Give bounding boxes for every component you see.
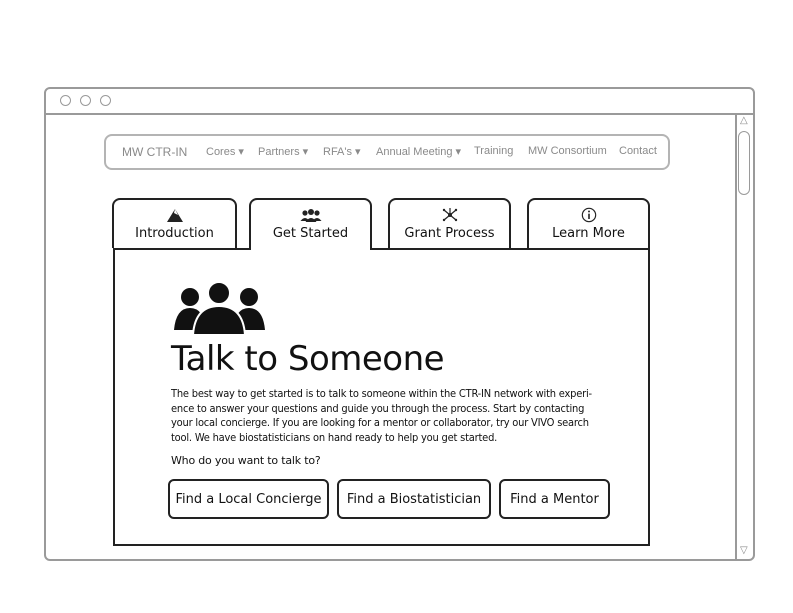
window-minimize-control[interactable]: [80, 95, 91, 106]
nav-item-cores[interactable]: Cores ▾: [206, 146, 244, 158]
contact-prompt: Who do you want to talk to?: [171, 454, 321, 467]
nav-item-training[interactable]: Training: [474, 145, 514, 157]
tab-learn-more[interactable]: [527, 198, 650, 248]
find-biostatistician-button[interactable]: Find a Biostatistician: [337, 479, 491, 519]
find-local-concierge-button[interactable]: Find a Local Concierge: [168, 479, 329, 519]
nav-item-annual-meeting[interactable]: Annual Meeting ▾: [376, 146, 462, 158]
scrollbar-thumb[interactable]: [738, 131, 750, 195]
page-title: Talk to Someone: [171, 339, 445, 379]
nav-brand-link[interactable]: MW CTR-IN: [122, 145, 188, 159]
find-mentor-button[interactable]: Find a Mentor: [499, 479, 610, 519]
window-maximize-control[interactable]: [100, 95, 111, 106]
tab-introduction[interactable]: [112, 198, 237, 248]
nav-item-contact[interactable]: Contact: [619, 145, 657, 157]
tab-label: Introduction: [135, 226, 214, 241]
vertical-scrollbar[interactable]: [735, 113, 753, 559]
intro-line: your local concierge. If you are looking for a mentor or collaborator, try our VIVO search: [171, 416, 589, 429]
intro-paragraph: [171, 387, 616, 445]
tab-label: Get Started: [272, 226, 349, 241]
intro-line: The best way to get started is to talk to someone within the CTR-IN network with experi-: [171, 387, 592, 400]
window-titlebar: [46, 89, 753, 115]
window-close-control[interactable]: [60, 95, 71, 106]
tab-get-started[interactable]: [249, 198, 372, 250]
intro-line: tool. We have biostatisticians on hand ready to help you get started.: [171, 430, 498, 444]
top-navigation-bar: [104, 134, 670, 170]
scroll-up-arrow-icon[interactable]: △: [740, 115, 748, 126]
group-icon: [300, 207, 322, 223]
tab-label: Grant Process: [404, 226, 495, 241]
info-icon: [580, 207, 598, 223]
nav-item-mw-consortium[interactable]: MW Consortium: [528, 145, 607, 157]
mountain-icon: [165, 207, 185, 223]
scroll-down-arrow-icon[interactable]: ▽: [740, 545, 748, 556]
group-icon: [173, 280, 267, 336]
nav-item-rfas[interactable]: RFA's ▾: [323, 146, 361, 158]
tab-grant-process[interactable]: [388, 198, 511, 248]
network-icon: [441, 207, 459, 223]
intro-line: ence to answer your questions and guide you through the process. Start by contacting: [171, 401, 585, 415]
nav-item-partners[interactable]: Partners ▾: [258, 146, 309, 158]
tab-label: Learn More: [552, 226, 625, 241]
